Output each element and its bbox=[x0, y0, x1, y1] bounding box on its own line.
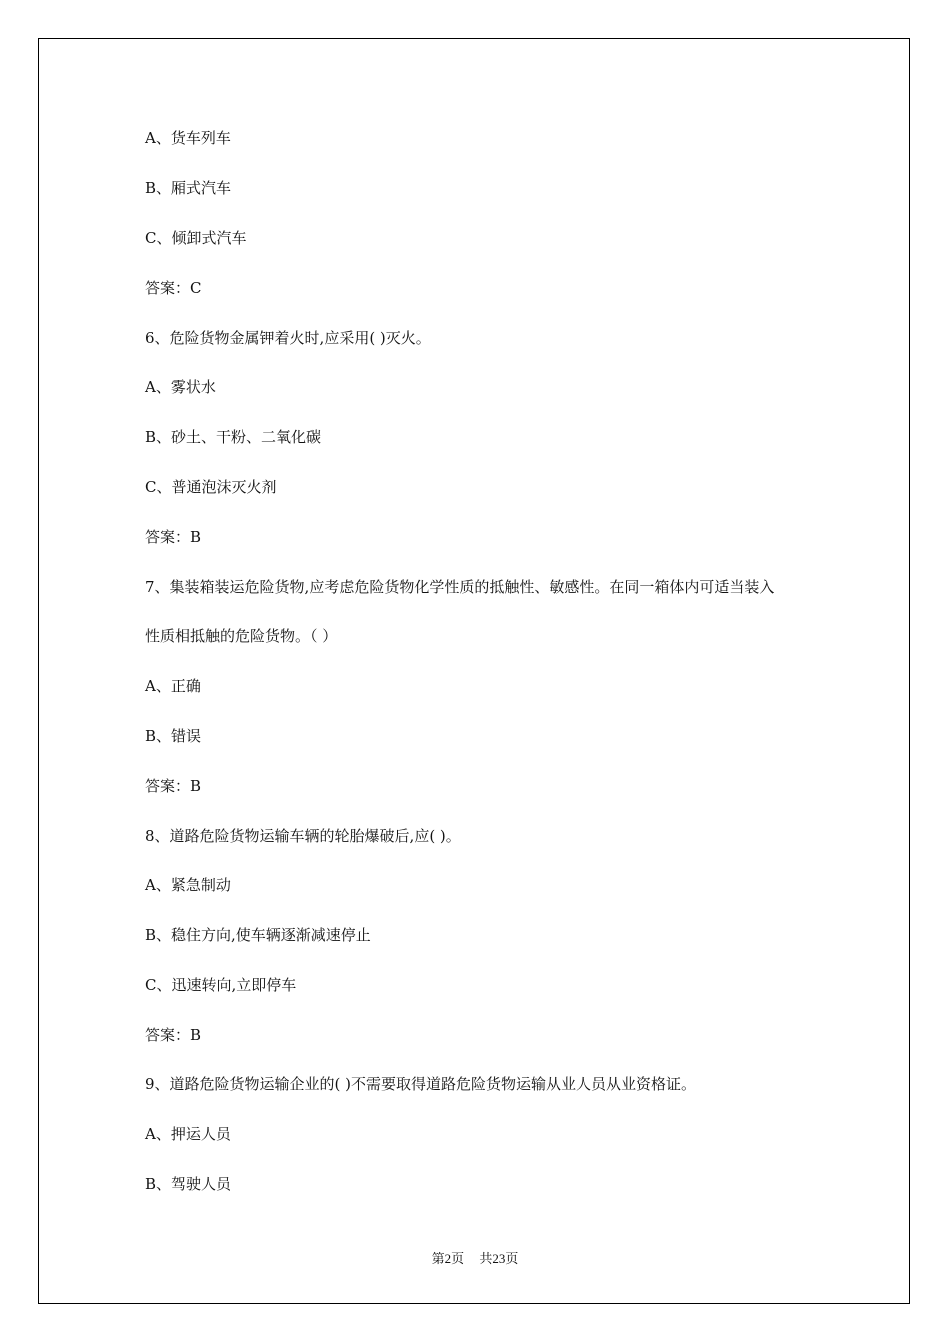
option-a: A、押运人员 bbox=[145, 1125, 231, 1143]
option-b: B、砂土、干粉、二氧化碳 bbox=[145, 428, 322, 446]
question-9: 9、道路危险货物运输企业的( )不需要取得道路危险货物运输从业人员从业资格证。 bbox=[145, 1075, 697, 1093]
option-c: C、普通泡沫灭火剂 bbox=[145, 478, 277, 496]
page-footer bbox=[0, 1248, 950, 1267]
option-b: B、驾驶人员 bbox=[145, 1175, 232, 1193]
answer: 答案：C bbox=[145, 279, 202, 297]
option-b: B、错误 bbox=[145, 727, 202, 745]
answer: 答案：B bbox=[145, 777, 202, 795]
answer: 答案：B bbox=[145, 528, 202, 546]
option-a: A、正确 bbox=[145, 677, 201, 695]
answer: 答案：B bbox=[145, 1026, 202, 1044]
question-7-continued: 性质相抵触的危险货物。（ ） bbox=[145, 627, 338, 645]
page-number: 第2页 bbox=[431, 1251, 465, 1266]
question-7: 7、集装箱装运危险货物,应考虑危险货物化学性质的抵触性、敏感性。在同一箱体内可适当装入 bbox=[145, 578, 775, 596]
option-c: C、倾卸式汽车 bbox=[145, 229, 247, 247]
option-a: A、雾状水 bbox=[145, 378, 216, 396]
question-6: 6、危险货物金属钾着火时,应采用( )灭火。 bbox=[145, 329, 431, 347]
option-c: C、迅速转向,立即停车 bbox=[145, 976, 297, 994]
option-b: B、稳住方向,使车辆逐渐减速停止 bbox=[145, 926, 371, 944]
option-b: B、厢式汽车 bbox=[145, 179, 232, 197]
page-total: 共23页 bbox=[479, 1251, 519, 1266]
option-a: A、紧急制动 bbox=[145, 876, 231, 894]
option-a: A、货车列车 bbox=[145, 129, 231, 147]
question-8: 8、道路危险货物运输车辆的轮胎爆破后,应( )。 bbox=[145, 827, 461, 845]
